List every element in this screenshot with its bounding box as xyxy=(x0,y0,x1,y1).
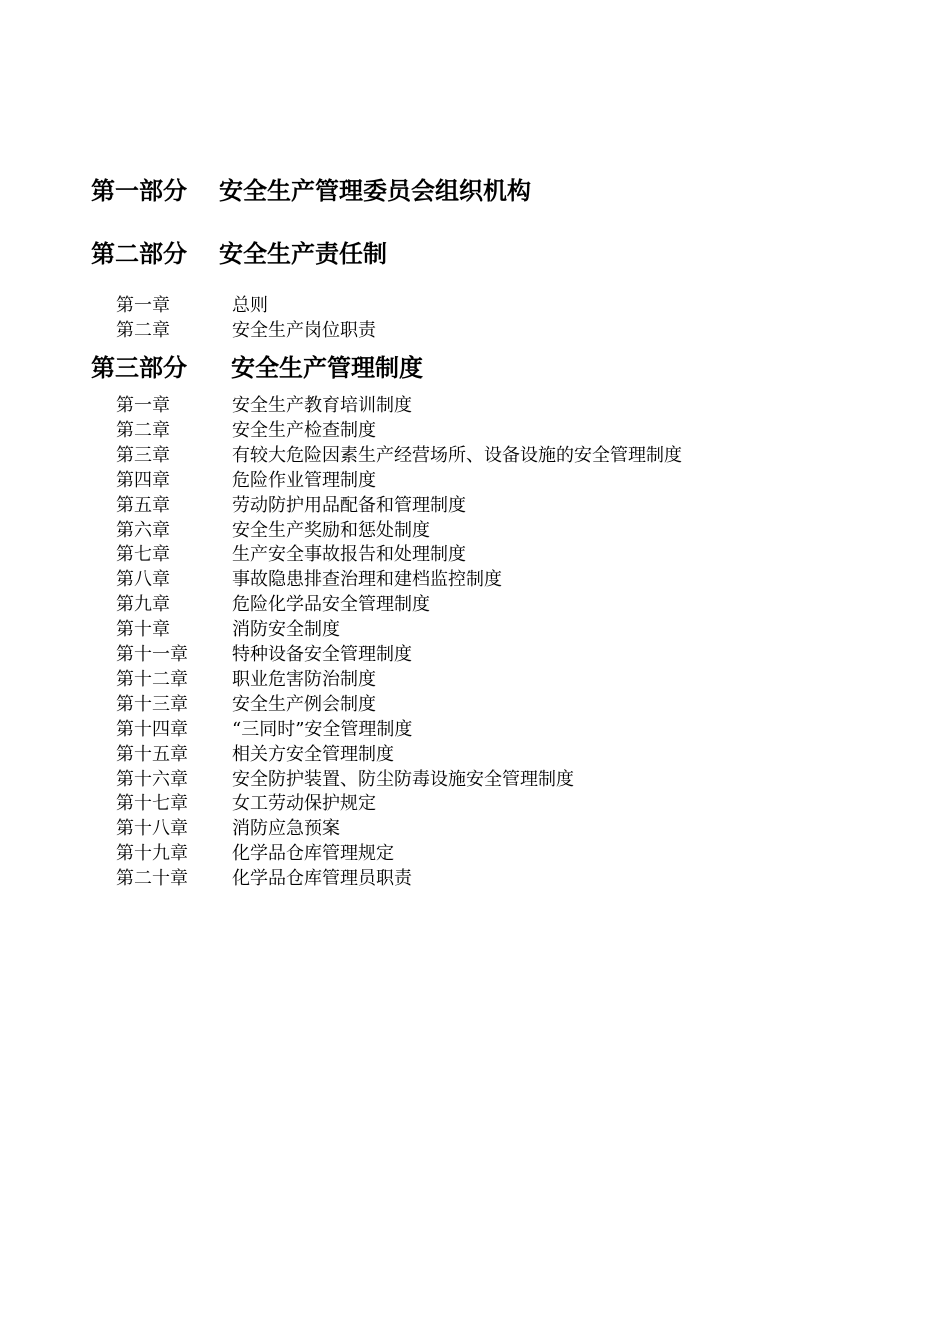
chapter-title: 生产安全事故报告和处理制度 xyxy=(232,544,466,566)
chapter-label: 第七章 xyxy=(116,544,170,566)
chapter-title: 事故隐患排查治理和建档监控制度 xyxy=(232,569,502,591)
chapter-label: 第十九章 xyxy=(116,843,188,865)
chapter-title: 消防应急预案 xyxy=(232,818,340,840)
chapter-title: 劳动防护用品配备和管理制度 xyxy=(232,494,466,516)
chapter-title: 有较大危险因素生产经营场所、设备设施的安全管理制度 xyxy=(232,444,682,466)
chapter-label: 第十四章 xyxy=(116,718,188,740)
chapter-title: 危险作业管理制度 xyxy=(232,469,376,491)
chapter-label: 第十六章 xyxy=(116,768,188,790)
part-label: 第二部分 xyxy=(91,240,187,268)
chapter-title: 化学品仓库管理规定 xyxy=(232,843,394,865)
chapter-label: 第四章 xyxy=(116,469,170,491)
chapter-label: 第三章 xyxy=(116,444,170,466)
chapter-label: 第十三章 xyxy=(116,693,188,715)
chapter-label: 第十二章 xyxy=(116,668,188,690)
chapter-title: 危险化学品安全管理制度 xyxy=(232,594,430,616)
chapter-label: 第一章 xyxy=(116,295,170,316)
part-title: 安全生产管理制度 xyxy=(231,354,423,382)
chapter-title: 职业危害防治制度 xyxy=(232,668,376,690)
part-label: 第三部分 xyxy=(91,354,187,382)
chapter-label: 第十五章 xyxy=(116,743,188,765)
chapter-label: 第一章 xyxy=(116,395,170,416)
part-heading-1 xyxy=(91,175,531,207)
chapter-title: 消防安全制度 xyxy=(232,619,340,641)
part-heading-3 xyxy=(91,352,423,384)
chapter-title: 安全防护装置、防尘防毒设施安全管理制度 xyxy=(232,768,574,790)
chapter-label: 第九章 xyxy=(116,594,170,616)
chapter-title: 相关方安全管理制度 xyxy=(232,743,394,765)
part-title: 安全生产责任制 xyxy=(219,240,387,268)
chapter-title: 安全生产例会制度 xyxy=(232,693,376,715)
part-title: 安全生产管理委员会组织机构 xyxy=(219,177,531,205)
chapter-label: 第六章 xyxy=(116,519,170,541)
chapter-label: 第二章 xyxy=(116,419,170,441)
chapter-title: 安全生产奖励和惩处制度 xyxy=(232,519,430,541)
chapter-label: 第十一章 xyxy=(116,644,188,665)
part-heading-2 xyxy=(91,238,387,270)
chapter-title: 安全生产检查制度 xyxy=(232,419,376,441)
chapter-title: “三同时”安全管理制度 xyxy=(232,718,413,740)
chapter-title: 安全生产教育培训制度 xyxy=(232,395,412,416)
chapter-title: 化学品仓库管理员职责 xyxy=(232,868,412,890)
chapter-title: 特种设备安全管理制度 xyxy=(232,644,412,665)
chapter-label: 第十七章 xyxy=(116,793,188,815)
chapter-label: 第十八章 xyxy=(116,818,188,840)
part-label: 第一部分 xyxy=(91,177,187,205)
chapter-title: 安全生产岗位职责 xyxy=(232,320,376,341)
chapter-label: 第二十章 xyxy=(116,868,188,890)
chapter-label: 第十章 xyxy=(116,619,170,641)
chapter-label: 第八章 xyxy=(116,569,170,591)
chapter-title: 女工劳动保护规定 xyxy=(232,793,376,815)
chapter-title: 总则 xyxy=(232,295,268,316)
chapter-label: 第二章 xyxy=(116,320,170,341)
chapter-label: 第五章 xyxy=(116,494,170,516)
